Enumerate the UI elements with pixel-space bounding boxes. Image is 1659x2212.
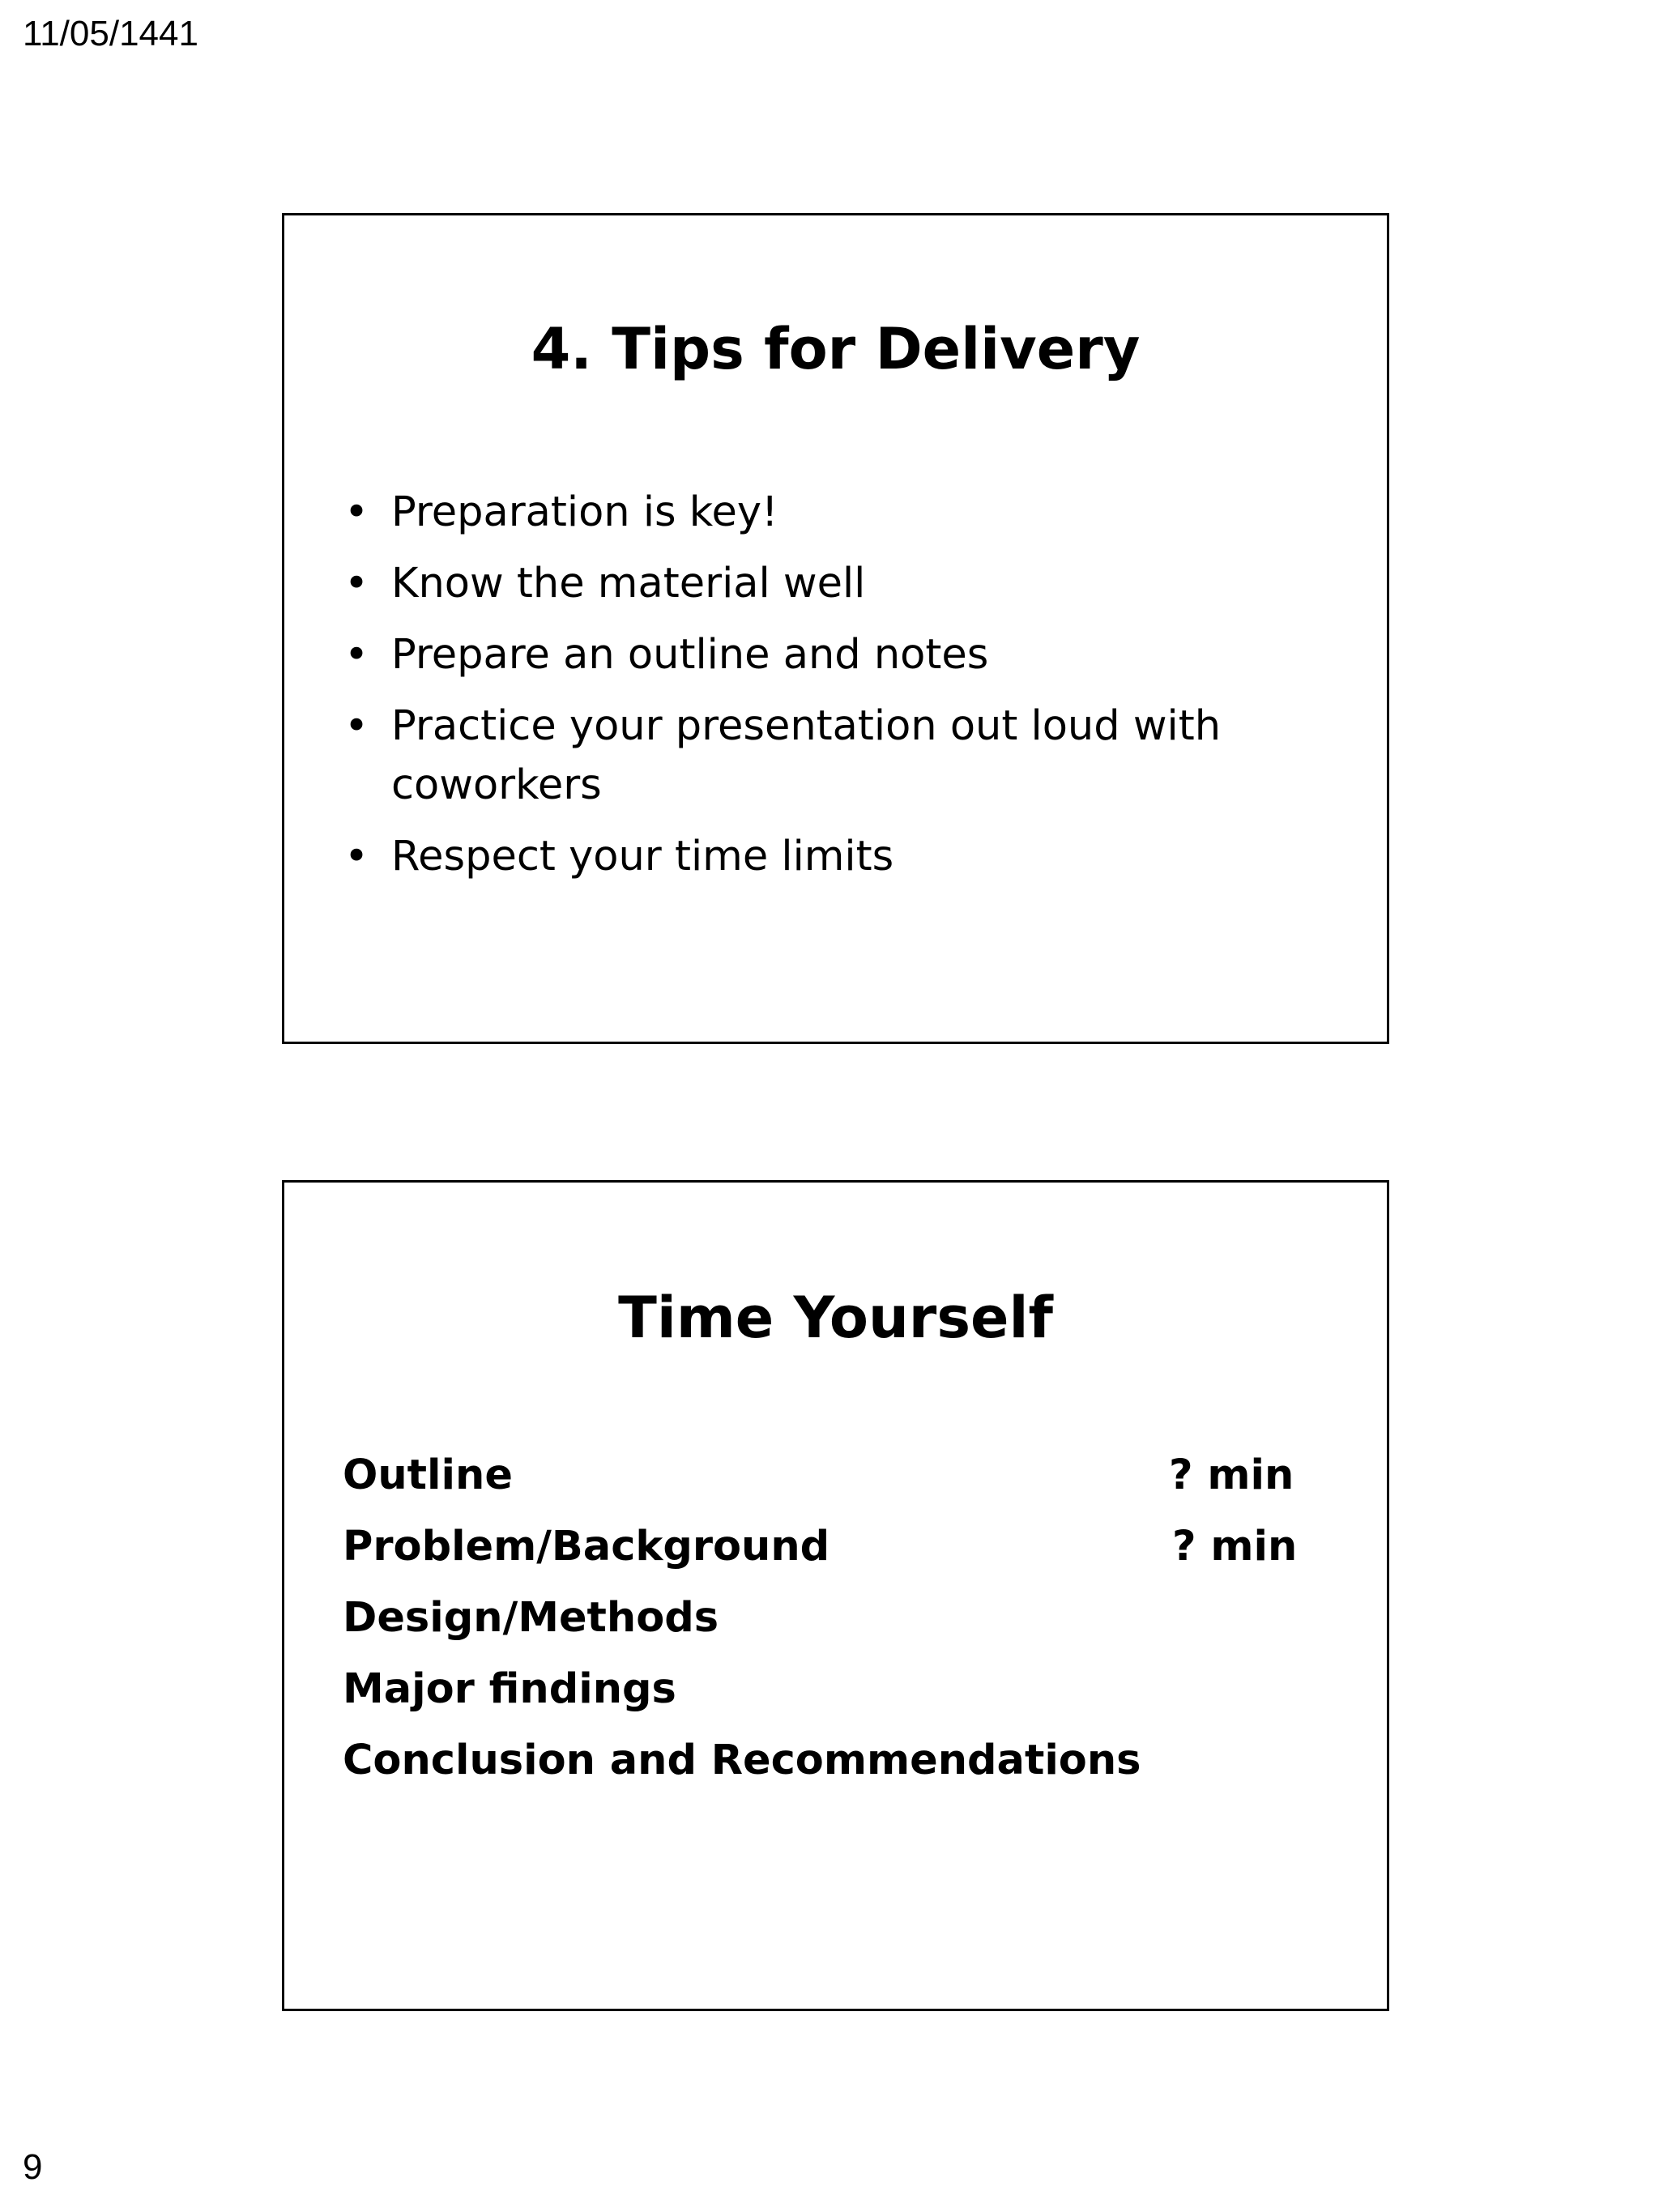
bullet-list bbox=[343, 483, 1274, 898]
bullet-item bbox=[343, 697, 1274, 815]
bullet-icon: • bbox=[344, 833, 369, 880]
time-list bbox=[343, 1440, 1315, 1796]
bullet-icon: • bbox=[344, 560, 369, 607]
bullet-item bbox=[343, 483, 1274, 542]
page-number: 9 bbox=[23, 2147, 43, 2187]
bullet-icon: • bbox=[344, 631, 369, 679]
bullet-text: Respect your time limits bbox=[391, 833, 894, 880]
time-row-value: ? min bbox=[1172, 1523, 1298, 1571]
page-date: 11/05/1441 bbox=[23, 14, 198, 53]
bullet-text: Practice your presentation out loud with coworkers bbox=[391, 702, 1222, 809]
bullet-item bbox=[343, 625, 1274, 684]
slide-tips-for-delivery bbox=[282, 213, 1389, 1044]
bullet-item bbox=[343, 827, 1274, 886]
bullet-text: Know the material well bbox=[391, 560, 866, 607]
slide-time-yourself bbox=[282, 1180, 1389, 2011]
time-row-value: ? min bbox=[1169, 1451, 1294, 1499]
time-row bbox=[343, 1725, 1315, 1796]
time-row-label: Outline bbox=[343, 1451, 513, 1499]
time-row bbox=[343, 1654, 1315, 1725]
time-row bbox=[343, 1511, 1315, 1583]
bullet-icon: • bbox=[344, 488, 369, 536]
bullet-icon: • bbox=[344, 702, 369, 750]
slide-title: 4. Tips for Delivery bbox=[531, 316, 1141, 382]
time-row-label: Major findings bbox=[343, 1665, 676, 1713]
time-row bbox=[343, 1583, 1315, 1654]
time-row bbox=[343, 1440, 1315, 1511]
time-row-label: Design/Methods bbox=[343, 1594, 719, 1642]
time-row-label: Conclusion and Recommendations bbox=[343, 1737, 1141, 1784]
time-row-label: Problem/Background bbox=[343, 1523, 830, 1571]
bullet-item bbox=[343, 554, 1274, 613]
bullet-text: Preparation is key! bbox=[391, 488, 778, 536]
slide-title: Time Yourself bbox=[618, 1285, 1053, 1351]
bullet-text: Prepare an outline and notes bbox=[391, 631, 989, 679]
